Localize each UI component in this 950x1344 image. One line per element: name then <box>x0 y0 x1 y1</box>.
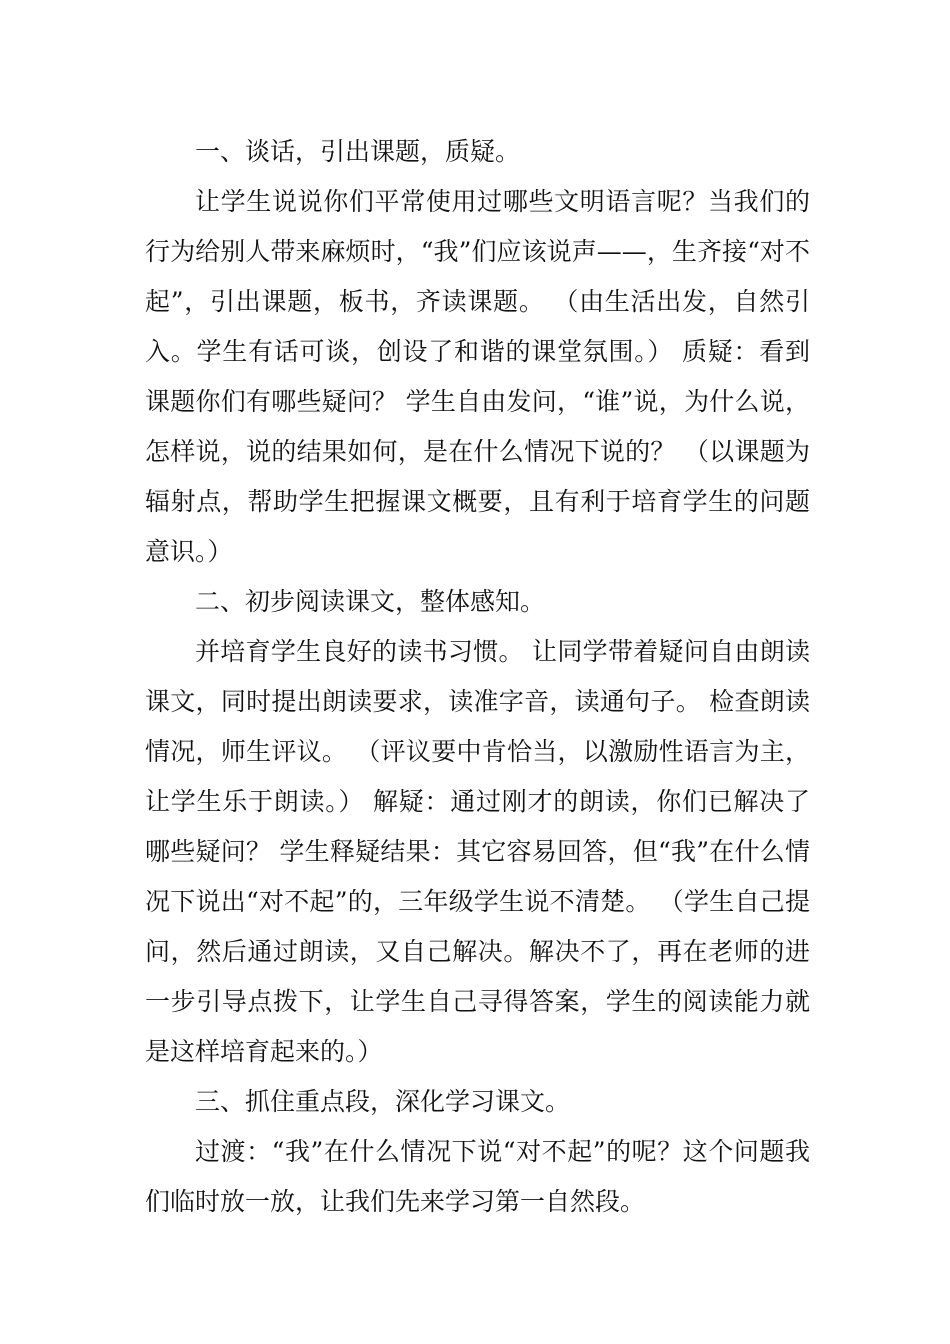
document-body <box>145 127 810 1227</box>
section-heading-3: 三、抓住重点段，深化学习课文。 <box>195 1087 571 1116</box>
section-heading-1: 一、谈话，引出课题，质疑。 <box>195 137 521 166</box>
paragraph-1: 让学生说说你们平常使用过哪些文明语言呢？当我们的行为给别人带来麻烦时，“我”们应该说声——，生齐接“对不起”，引出课题，板书，齐读课题。 （由生活出发，自然引入。学生有话可谈，创设了和谐的课堂氛围。） 质疑：看到课题你们有哪些疑问？ 学生自由发问，“谁”说，为什么说，怎样说，说的结果如何，是在什么情况下说的？ （以课题为辐射点，帮助学生把握课文概要，且有利于培育学生的问题意识。） <box>145 187 810 566</box>
paragraph-2: 并培育学生良好的读书习惯。 让同学带着疑问自由朗读课文，同时提出朗读要求，读准字音，读通句子。 检查朗读情况，师生评议。 （评议要中肯恰当，以激励性语言为主，让学生乐于朗读。） 解疑：通过刚才的朗读，你们已解决了哪些疑问？ 学生释疑结果：其它容易回答，但“我”在什么情况下说出“对不起”的，三年级学生说不清楚。 （学生自己提问，然后通过朗读，又自己解决。解决不了，再在老师的进一步引导点拨下，让学生自己寻得答案，学生的阅读能力就是这样培育起来的。） <box>145 637 810 1066</box>
section-heading-2: 二、初步阅读课文，整体感知。 <box>195 587 546 616</box>
paragraph-3: 过渡：“我”在什么情况下说“对不起”的呢？这个问题我们临时放一放，让我们先来学习第一自然段。 <box>145 1137 810 1216</box>
